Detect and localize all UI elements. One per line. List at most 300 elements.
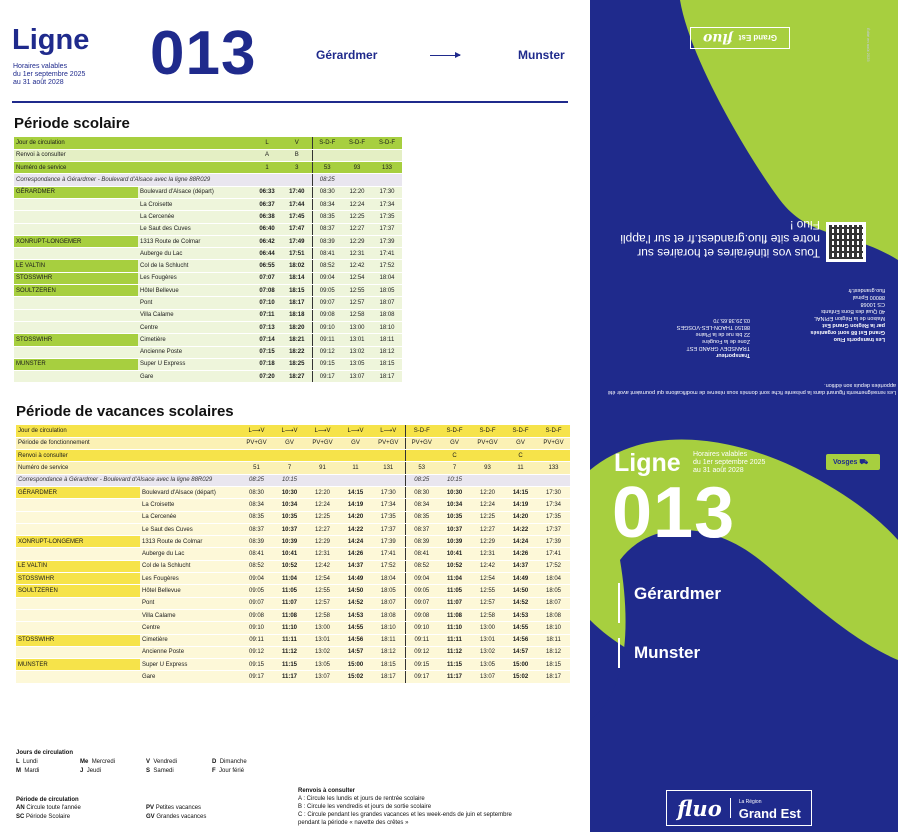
time-cell: 13:02 — [306, 646, 339, 658]
time-cell: 09:12 — [240, 646, 273, 658]
time-cell — [306, 474, 339, 486]
stop-cell: La Cercenée — [138, 211, 252, 223]
time-cell: 13:02 — [471, 646, 504, 658]
time-cell: 18:11 — [372, 334, 402, 346]
time-cell: 18:07 — [372, 597, 405, 609]
organiser-line: CS 10068 — [860, 301, 885, 307]
time-cell: 08:52 — [405, 560, 438, 572]
stop-cell: Boulevard d'Alsace (départ) — [140, 486, 240, 498]
region-name: Grand Est — [738, 806, 801, 821]
time-cell: 11 — [504, 462, 537, 474]
stop-cell: Les Fougères — [138, 272, 252, 284]
row-label: Renvoi à consulter — [14, 149, 252, 161]
qr-code-icon[interactable] — [826, 222, 866, 262]
table-row — [14, 309, 402, 321]
time-cell: 18:12 — [537, 646, 570, 658]
time-cell: 12:57 — [306, 597, 339, 609]
row-label: Période de fonctionnement — [16, 437, 240, 449]
time-cell: C — [438, 450, 471, 462]
time-cell: 18:22 — [282, 346, 312, 358]
time-cell: 08:30 — [405, 486, 438, 498]
time-cell: 11:17 — [273, 671, 306, 683]
time-cell: 09:05 — [240, 585, 273, 597]
time-cell: 09:07 — [405, 597, 438, 609]
header-validity — [13, 63, 103, 87]
time-cell: 18:17 — [537, 671, 570, 683]
time-cell: 11 — [339, 462, 372, 474]
stop-cell: Ancienne Poste — [138, 346, 252, 358]
table-row — [16, 425, 570, 437]
transporter-line: 03.29.38.65.70 — [713, 317, 750, 323]
time-cell: 13:07 — [306, 671, 339, 683]
time-cell: 08:35 — [405, 511, 438, 523]
region-logo-text — [739, 34, 777, 43]
table-row — [16, 499, 570, 511]
time-cell: 12:27 — [342, 223, 372, 235]
table-row — [14, 223, 402, 235]
stop-cell: Pont — [140, 597, 240, 609]
time-cell: 07:08 — [252, 285, 282, 297]
time-cell: 11:11 — [438, 634, 471, 646]
time-cell: 08:25 — [240, 474, 273, 486]
stop-cell: La Croisette — [140, 499, 240, 511]
time-cell: C — [504, 450, 537, 462]
time-cell: 08:41 — [240, 548, 273, 560]
time-cell: 17:35 — [372, 511, 405, 523]
time-cell: 17:35 — [372, 211, 402, 223]
city-cell: XONRUPT-LONGEMER — [14, 235, 138, 247]
timetable-scolaire — [14, 137, 402, 383]
time-cell: 18:15 — [372, 659, 405, 671]
table-row — [16, 609, 570, 621]
legend-value: Mardi — [24, 768, 40, 774]
time-cell: 12:29 — [471, 536, 504, 548]
time-cell: 18:11 — [372, 634, 405, 646]
time-cell: 09:12 — [405, 646, 438, 658]
time-cell: 18:21 — [282, 334, 312, 346]
city-cell — [16, 548, 140, 560]
table-row — [16, 659, 570, 671]
time-cell: 09:08 — [240, 609, 273, 621]
table-row — [14, 137, 402, 149]
table-row — [14, 272, 402, 284]
time-cell: 17:44 — [282, 198, 312, 210]
time-cell: 15:00 — [504, 659, 537, 671]
time-cell: 18:17 — [372, 671, 405, 683]
city-cell — [14, 248, 138, 260]
transporter-line: 88150 THAON-LES-VOSGES — [676, 324, 750, 330]
time-cell: 11:15 — [273, 659, 306, 671]
renvoi-c-cont: pendant la période « navette des crêtes » — [298, 820, 409, 826]
time-cell: 18:07 — [372, 297, 402, 309]
time-cell: 14:50 — [339, 585, 372, 597]
fluo-wordmark: fluo — [703, 30, 733, 46]
time-cell: 12:54 — [471, 573, 504, 585]
time-cell: 17:41 — [372, 248, 402, 260]
time-cell: 17:39 — [537, 536, 570, 548]
time-cell: GV — [339, 437, 372, 449]
time-cell: 13:07 — [342, 371, 372, 383]
time-cell: 08:34 — [405, 499, 438, 511]
time-cell: 18:12 — [372, 346, 402, 358]
time-cell: 12:25 — [471, 511, 504, 523]
time-cell: 18:05 — [372, 585, 405, 597]
transporter-line: TRANSDEV GRAND EST — [686, 345, 750, 351]
time-cell — [471, 450, 504, 462]
time-cell: 13:05 — [342, 358, 372, 370]
time-cell: 06:38 — [252, 211, 282, 223]
legend-value: Grandes vacances — [156, 814, 207, 820]
table-row — [16, 573, 570, 585]
legend-code: SC — [16, 814, 25, 820]
time-cell: 11:05 — [438, 585, 471, 597]
time-cell: 10:15 — [273, 474, 306, 486]
time-cell: 09:11 — [405, 634, 438, 646]
city-cell: SOULTZEREN — [16, 585, 140, 597]
legend-value: Lundi — [23, 759, 38, 765]
organiser-line: 40 Quai des Bons Enfants — [821, 308, 885, 314]
time-cell: 17:30 — [372, 186, 402, 198]
time-cell: 11:12 — [273, 646, 306, 658]
legend-code: AN — [16, 805, 25, 811]
city-cell: STOSSWIHR — [14, 272, 138, 284]
cover-origin: Gérardmer — [634, 584, 721, 603]
department-badge — [826, 454, 880, 470]
time-cell: 17:45 — [282, 211, 312, 223]
time-cell: S-D-F — [372, 137, 402, 149]
time-cell: 18:14 — [282, 272, 312, 284]
time-cell: 93 — [342, 162, 372, 174]
legend-code: F — [212, 768, 216, 774]
time-cell: 11:11 — [273, 634, 306, 646]
time-cell: 17:52 — [537, 560, 570, 572]
time-cell: 12:24 — [471, 499, 504, 511]
city-cell: GÉRARDMER — [16, 486, 140, 498]
row-label: Correspondance à Gérardmer - Boulevard d'Alsace avec la ligne 88R029 — [16, 474, 240, 486]
renvoi-a: A : Circule les lundis et jours de rentrée scolaire — [298, 796, 425, 802]
logo-divider — [730, 798, 731, 818]
legend-title: Période de circulation — [16, 797, 79, 803]
time-cell: 17:30 — [537, 486, 570, 498]
legend-code: L — [16, 759, 20, 765]
time-cell: 18:10 — [372, 622, 405, 634]
time-cell: 07:18 — [252, 358, 282, 370]
time-cell — [273, 450, 306, 462]
city-cell — [14, 211, 138, 223]
time-cell: 14:26 — [339, 548, 372, 560]
time-cell: 08:37 — [312, 223, 342, 235]
time-cell — [306, 450, 339, 462]
time-cell: 18:04 — [372, 573, 405, 585]
time-cell: 17:41 — [537, 548, 570, 560]
stop-cell: Gare — [140, 671, 240, 683]
transporter-line: Transporteur — [716, 352, 750, 358]
disclaimer — [598, 381, 896, 395]
time-cell: 10:39 — [273, 536, 306, 548]
time-cell: 14:26 — [504, 548, 537, 560]
stop-cell: 1313 Route de Colmar — [138, 235, 252, 247]
header-ligne-label: Ligne — [12, 24, 90, 56]
info-website — [620, 218, 820, 260]
organiser-line: Les transports Fluo — [833, 336, 885, 342]
table-row — [16, 597, 570, 609]
time-cell: 11:07 — [438, 597, 471, 609]
stop-cell: 1313 Route de Colmar — [140, 536, 240, 548]
stop-cell: Hôtel Bellevue — [138, 285, 252, 297]
time-cell: 18:05 — [372, 285, 402, 297]
table-row — [16, 437, 570, 449]
city-cell — [16, 499, 140, 511]
organiser-line: par la Région Grand Est — [822, 322, 885, 328]
legend-jours — [16, 749, 73, 757]
header-divider — [12, 101, 568, 103]
time-cell — [339, 450, 372, 462]
city-cell — [16, 523, 140, 535]
time-cell: L — [252, 137, 282, 149]
time-cell: 13:05 — [471, 659, 504, 671]
badge-label: Vosges — [833, 459, 858, 466]
time-cell: 14:53 — [504, 609, 537, 621]
validity-line: au 31 août 2028 — [693, 467, 744, 474]
city-cell — [16, 511, 140, 523]
city-cell — [14, 321, 138, 333]
legend-code: Me — [80, 759, 89, 765]
time-cell: 12:24 — [306, 499, 339, 511]
stop-cell: Auberge du Lac — [138, 248, 252, 260]
validity-line: du 1er septembre 2025 — [693, 459, 766, 466]
time-cell: 18:18 — [282, 309, 312, 321]
time-cell: 08:30 — [240, 486, 273, 498]
time-cell: 07:15 — [252, 346, 282, 358]
time-cell: 14:22 — [339, 523, 372, 535]
stop-cell: La Croisette — [138, 198, 252, 210]
time-cell: 93 — [471, 462, 504, 474]
time-cell: 12:29 — [306, 536, 339, 548]
city-cell: LE VALTIN — [16, 560, 140, 572]
time-cell — [537, 474, 570, 486]
time-cell: 08:34 — [240, 499, 273, 511]
time-cell: 09:11 — [240, 634, 273, 646]
city-cell — [14, 223, 138, 235]
time-cell: 12:20 — [471, 486, 504, 498]
stop-cell: Villa Calame — [140, 609, 240, 621]
time-cell: 11:08 — [273, 609, 306, 621]
time-cell: 07:13 — [252, 321, 282, 333]
time-cell: 11:05 — [273, 585, 306, 597]
cover-to-bar — [618, 638, 620, 668]
time-cell: 07:14 — [252, 334, 282, 346]
organiser-line: 88000 Epinal — [852, 294, 885, 300]
time-cell: A — [252, 149, 282, 161]
organiser-line: Maison de la Région ÉPINAL — [813, 315, 885, 321]
time-cell: 09:15 — [312, 358, 342, 370]
time-cell: 10:15 — [438, 474, 471, 486]
city-cell — [16, 609, 140, 621]
time-cell: PV+GV — [240, 437, 273, 449]
time-cell — [342, 174, 372, 186]
time-cell: 06:42 — [252, 235, 282, 247]
time-cell: 18:15 — [372, 358, 402, 370]
time-cell — [372, 474, 405, 486]
city-cell: MUNSTER — [16, 659, 140, 671]
legend-code: V — [146, 759, 151, 765]
legend-periode — [16, 796, 79, 804]
time-cell: 14:24 — [504, 536, 537, 548]
time-cell: 06:37 — [252, 198, 282, 210]
stop-cell: Col de la Schlucht — [138, 260, 252, 272]
time-cell: 18:12 — [372, 646, 405, 658]
time-cell: 09:17 — [405, 671, 438, 683]
city-cell: LE VALTIN — [14, 260, 138, 272]
city-cell — [14, 346, 138, 358]
table-row — [16, 486, 570, 498]
organiser-line: fluo.grandest.fr — [848, 287, 885, 293]
stop-cell: Centre — [138, 321, 252, 333]
time-cell: 10:37 — [438, 523, 471, 535]
table-row — [14, 174, 402, 186]
time-cell: PV+GV — [471, 437, 504, 449]
table-row — [16, 622, 570, 634]
time-cell: 12:55 — [306, 585, 339, 597]
destination-label: Munster — [518, 48, 565, 62]
time-cell: 131 — [372, 462, 405, 474]
time-cell: 17:37 — [537, 523, 570, 535]
time-cell: 07:07 — [252, 272, 282, 284]
time-cell: 18:08 — [537, 609, 570, 621]
table-row — [14, 260, 402, 272]
legend-periode-list — [16, 804, 256, 824]
row-label: Jour de circulation — [14, 137, 252, 149]
time-cell: 06:55 — [252, 260, 282, 272]
time-cell: 09:10 — [312, 321, 342, 333]
time-cell: 51 — [240, 462, 273, 474]
time-cell: 10:52 — [438, 560, 471, 572]
legend-value: Circule toute l'année — [26, 805, 81, 811]
time-cell: 18:08 — [372, 609, 405, 621]
time-cell — [339, 474, 372, 486]
time-cell: 12:27 — [471, 523, 504, 535]
validity-line: Horaires valables — [13, 63, 68, 70]
time-cell: 14:24 — [339, 536, 372, 548]
time-cell: 14:50 — [504, 585, 537, 597]
stop-cell: Le Saut des Cuves — [140, 523, 240, 535]
table-row — [16, 634, 570, 646]
time-cell: S-D-F — [537, 425, 570, 437]
time-cell: 13:01 — [471, 634, 504, 646]
time-cell: 09:17 — [312, 371, 342, 383]
time-cell: 09:05 — [405, 585, 438, 597]
city-cell — [16, 622, 140, 634]
time-cell: 11:07 — [273, 597, 306, 609]
time-cell: 14:19 — [339, 499, 372, 511]
legend-code: J — [80, 768, 84, 774]
time-cell: GV — [273, 437, 306, 449]
row-label: Renvoi à consulter — [16, 450, 240, 462]
city-cell — [16, 671, 140, 683]
transporter-line: 22 bis rue de la Plaine — [695, 331, 750, 337]
time-cell: 18:02 — [282, 260, 312, 272]
time-cell: 10:30 — [273, 486, 306, 498]
section-title-scolaire: Période scolaire — [14, 115, 130, 132]
stop-cell: Le Saut des Cuves — [138, 223, 252, 235]
time-cell: 06:33 — [252, 186, 282, 198]
fluo-logo-top — [690, 27, 790, 49]
city-cell: GÉRARDMER — [14, 186, 138, 198]
time-cell: 11:15 — [438, 659, 471, 671]
stop-cell: Super U Express — [138, 358, 252, 370]
stop-cell: Cimetière — [140, 634, 240, 646]
city-cell: STOSSWIHR — [14, 334, 138, 346]
origin-label: Gérardmer — [316, 48, 378, 62]
time-cell: 14:15 — [339, 486, 372, 498]
time-cell — [504, 474, 537, 486]
time-cell: 14:56 — [504, 634, 537, 646]
city-cell: XONRUPT-LONGEMER — [16, 536, 140, 548]
time-cell: PV+GV — [306, 437, 339, 449]
stop-cell: Ancienne Poste — [140, 646, 240, 658]
time-cell: 53 — [405, 462, 438, 474]
time-cell: 08:34 — [312, 198, 342, 210]
renvoi-b: B : Circule les vendredis et jours de sortie scolaire — [298, 804, 432, 810]
time-cell: 7 — [438, 462, 471, 474]
time-cell: 91 — [306, 462, 339, 474]
time-cell — [240, 450, 273, 462]
time-cell: 10:35 — [273, 511, 306, 523]
time-cell: 09:10 — [405, 622, 438, 634]
time-cell: S-D-F — [471, 425, 504, 437]
region-small: La Région — [738, 799, 762, 805]
time-cell: 1 — [252, 162, 282, 174]
time-cell: 14:52 — [504, 597, 537, 609]
time-cell: 07:20 — [252, 371, 282, 383]
table-row — [16, 462, 570, 474]
stop-cell: Pont — [138, 297, 252, 309]
time-cell: 12:54 — [342, 272, 372, 284]
time-cell: 06:40 — [252, 223, 282, 235]
table-row — [16, 474, 570, 486]
legend-value: Samedi — [153, 768, 174, 774]
city-cell — [14, 297, 138, 309]
city-cell — [14, 198, 138, 210]
time-cell: 09:04 — [312, 272, 342, 284]
table-row — [14, 235, 402, 247]
validity-line: au 31 août 2028 — [13, 79, 64, 86]
bus-icon: ⛟ — [859, 459, 869, 466]
time-cell: GV — [504, 437, 537, 449]
legend-value: Petites vacances — [155, 805, 202, 811]
time-cell: 09:10 — [240, 622, 273, 634]
time-cell: 12:25 — [342, 211, 372, 223]
time-cell — [372, 174, 402, 186]
time-cell: 14:52 — [339, 597, 372, 609]
time-cell: 14:57 — [339, 646, 372, 658]
time-cell: 14:37 — [504, 560, 537, 572]
time-cell: 12:54 — [306, 573, 339, 585]
time-cell: PV+GV — [405, 437, 438, 449]
row-label: Numéro de service — [16, 462, 240, 474]
city-cell — [16, 597, 140, 609]
time-cell: 08:52 — [240, 560, 273, 572]
time-cell: 09:04 — [405, 573, 438, 585]
table-row — [14, 297, 402, 309]
time-cell: 17:47 — [282, 223, 312, 235]
time-cell: 10:34 — [438, 499, 471, 511]
table-row — [16, 511, 570, 523]
time-cell: 18:25 — [282, 358, 312, 370]
legend-title: Renvois à consulter — [298, 788, 356, 794]
legend-code: S — [146, 768, 151, 774]
time-cell: 06:44 — [252, 248, 282, 260]
